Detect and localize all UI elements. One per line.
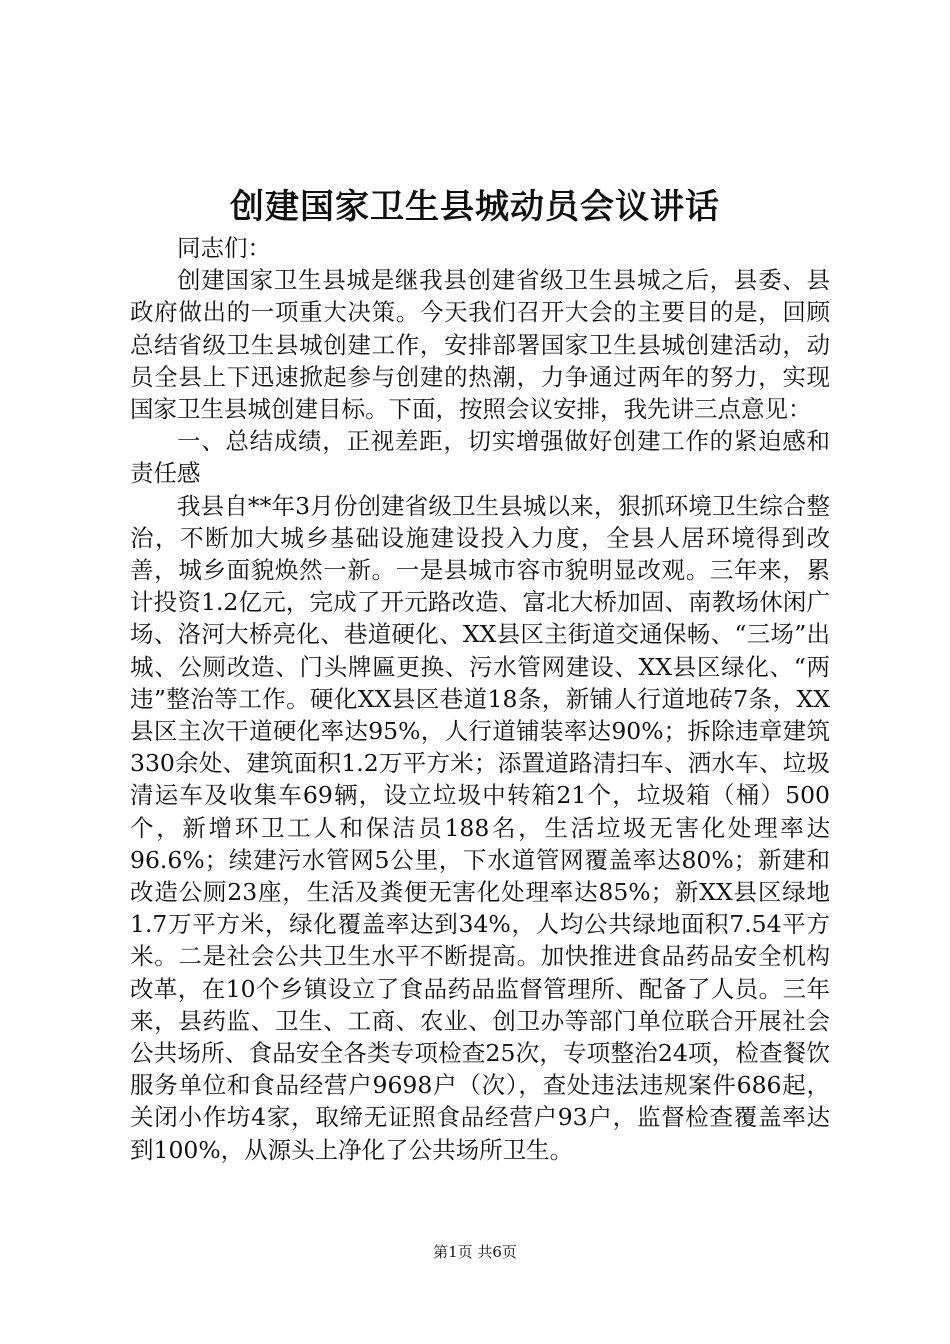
intro-paragraph: 创建国家卫生县城是继我县创建省级卫生县城之后，县委、县政府做出的一项重大决策。今天我们召开大会的主要目的是，回顾总结省级卫生县城创建工作，安排部署国家卫生县城创建活动，动员全县上下迅速掀起参与创建的热潮，力争通过两年的努力，实现国家卫生县城创建目标。下面，按照会议安排，我先讲三点意见：: [130, 266, 830, 424]
page-title: 创建国家卫生县城动员会议讲话: [230, 187, 720, 227]
page-number-footer: 第1页 共6页: [433, 1243, 517, 1261]
document-body: [130, 232, 830, 1166]
salutation-paragraph: 同志们：: [177, 234, 271, 262]
section-heading: 一、总结成绩，正视差距，切实增强做好创建工作的紧迫感和责任感: [130, 427, 830, 488]
achievements-paragraph: 我县自**年3月份创建省级卫生县城以来，狠抓环境卫生综合整治，不断加大城乡基础设施建设投入力度，全县人居环境得到改善，城乡面貌焕然一新。一是县城市容市貌明显改观。三年来，累计投资1.2亿元，完成了开元路改造、富北大桥加固、南教场休闲广场、洛河大桥亮化、巷道硬化、XX县区主街道交通保畅、“三场”出城、公厕改造、门头牌匾更换、污水管网建设、XX县区绿化、“两违”整治等工作。硬化XX县区巷道18条，新铺人行道地砖7条，XX县区主次干道硬化率达95%，人行道铺装率达90%；拆除违章建筑330余处、建筑面积1.2万平方米；添置道路清扫车、洒水车、垃圾清运车及收集车69辆，设立垃圾中转箱21个，垃圾箱（桶）500个，新增环卫工人和保洁员188名，生活垃圾无害化处理率达96.6%；续建污水管网5公里，下水道管网覆盖率达80%；新建和改造公厕23座，生活及粪便无害化处理率达85%；新XX县区绿地1.7万平方米，绿化覆盖率达到34%，人均公共绿地面积7.54平方米。二是社会公共卫生水平不断提高。加快推进食品药品安全机构改革，在10个乡镇设立了食品药品监督管理所、配备了人员。三年来，县药监、卫生、工商、农业、创卫办等部门单位联合开展社会公共场所、食品安全各类专项检查25次，专项整治24项，检查餐饮服务单位和食品经营户9698户（次），查处违法违规案件686起，关闭小作坊4家，取缔无证照食品经营户93户，监督检查覆盖率达到100%，从源头上净化了公共场所卫生。: [130, 491, 830, 1164]
